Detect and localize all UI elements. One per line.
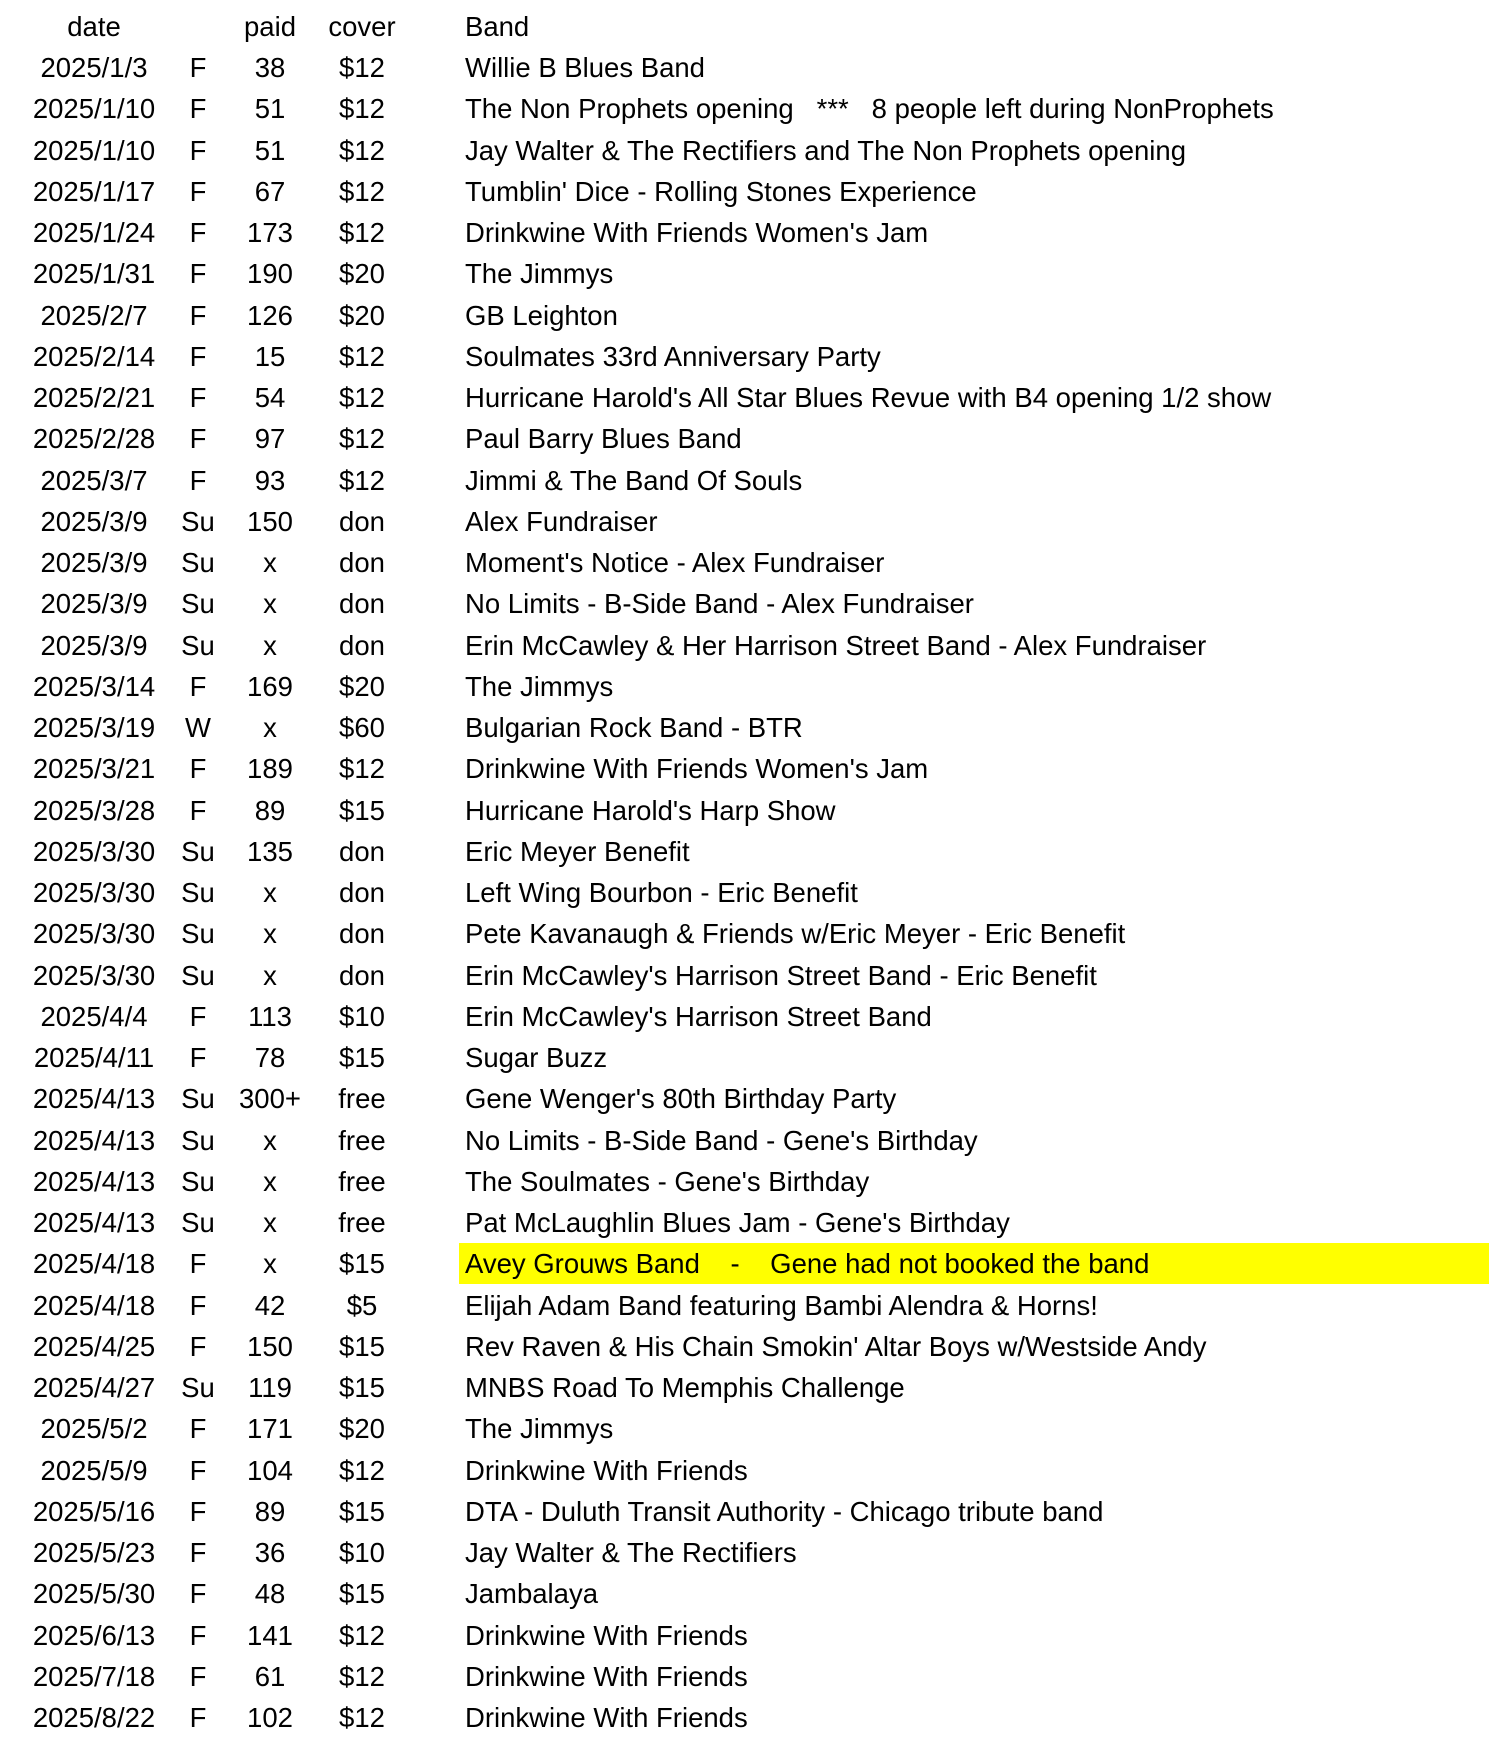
table-row [0, 1161, 1500, 1202]
cell-date[interactable]: 2025/5/23 [32, 1537, 156, 1568]
cell-cover[interactable]: $12 [339, 340, 385, 372]
cell-paid[interactable]: 135 [247, 835, 293, 867]
table-row [0, 501, 1500, 542]
cell-date[interactable]: 2025/4/18 [32, 1289, 156, 1321]
cell-date[interactable]: 2025/4/13 [32, 1165, 156, 1197]
cell-cover[interactable]: $15 [339, 1372, 385, 1403]
cell-cover[interactable]: $15 [339, 794, 385, 826]
cell-cover[interactable]: free [338, 1124, 386, 1156]
cell-day[interactable]: F [189, 1042, 207, 1073]
cell-day[interactable]: F [189, 1330, 207, 1362]
cell-cover[interactable]: don [339, 629, 385, 661]
table-row [0, 1326, 1500, 1367]
table-row [0, 1285, 1500, 1326]
table-row [0, 748, 1500, 789]
cell-date[interactable]: 2025/3/7 [40, 464, 148, 496]
cell-date[interactable]: 2025/4/27 [32, 1372, 156, 1403]
cell-cover[interactable]: $15 [339, 1495, 385, 1527]
cell-date[interactable]: 2025/4/13 [32, 1207, 156, 1238]
cell-date[interactable]: 2025/3/9 [40, 547, 148, 578]
cell-cover[interactable]: $20 [339, 670, 385, 702]
cell-date[interactable]: 2025/1/10 [32, 134, 156, 166]
cell-band[interactable]: Drinkwine With Friends [465, 1454, 748, 1486]
cell-cover[interactable]: $12 [339, 52, 385, 83]
cell-band[interactable]: The Jimmys [465, 258, 614, 290]
cell-cover[interactable]: $12 [339, 423, 385, 455]
cell-cover[interactable]: don [339, 835, 385, 867]
cell-band[interactable]: Hurricane Harold's All Star Blues Revue with B4 opening 1/2 show [465, 382, 1272, 413]
cell-band[interactable]: Gene Wenger's 80th Birthday Party [465, 1083, 897, 1115]
cell-day[interactable]: F [189, 93, 207, 125]
cell-day[interactable]: F [189, 1454, 207, 1486]
table-row [0, 542, 1500, 583]
table-row [0, 790, 1500, 831]
cell-day[interactable]: F [189, 1578, 207, 1610]
cell-day[interactable]: Su [181, 877, 215, 908]
cell-date[interactable]: 2025/4/13 [32, 1083, 156, 1115]
table-row [0, 418, 1500, 459]
cell-band[interactable]: Drinkwine With Friends [465, 1660, 748, 1692]
cell-day[interactable]: F [189, 423, 207, 455]
cell-cover[interactable]: $15 [339, 1578, 385, 1610]
table-row [0, 377, 1500, 418]
table-row [0, 336, 1500, 377]
cell-day[interactable]: F [189, 258, 207, 290]
cell-paid[interactable]: 141 [247, 1619, 293, 1651]
cell-day[interactable]: Su [181, 588, 215, 620]
cell-cover[interactable]: don [339, 588, 385, 620]
cell-paid[interactable]: 51 [254, 93, 286, 125]
table-row [0, 1408, 1500, 1449]
table-row [0, 1573, 1500, 1614]
table-row [0, 1243, 1500, 1284]
cell-band[interactable]: Alex Fundraiser [465, 505, 658, 537]
cell-cover[interactable]: $12 [339, 93, 385, 125]
table-row [0, 996, 1500, 1037]
cell-date[interactable]: 2025/1/31 [32, 258, 156, 290]
cell-day[interactable]: W [185, 712, 211, 743]
cell-cover[interactable]: $20 [339, 299, 385, 331]
table-row [0, 1367, 1500, 1408]
cell-paid[interactable]: x [263, 1248, 277, 1280]
cell-paid[interactable]: 67 [254, 175, 286, 207]
cell-paid[interactable]: x [263, 1165, 277, 1197]
cell-day[interactable]: F [189, 1000, 207, 1032]
cell-cover[interactable]: free [338, 1165, 386, 1197]
cell-day[interactable]: Su [181, 1165, 215, 1197]
cell-date[interactable]: 2025/4/13 [32, 1124, 156, 1156]
table-row [0, 460, 1500, 501]
cell-cover[interactable]: $12 [339, 134, 385, 166]
cell-cover[interactable]: free [338, 1083, 386, 1115]
cell-day[interactable]: F [189, 1537, 207, 1568]
cell-band[interactable]: Erin McCawley's Harrison Street Band - Eric Benefit [465, 959, 1097, 991]
table-row [0, 666, 1500, 707]
cell-cover[interactable]: $12 [339, 1454, 385, 1486]
cell-date[interactable]: 2025/1/10 [32, 93, 156, 125]
cell-cover[interactable]: $12 [339, 753, 385, 785]
cell-band[interactable]: Drinkwine With Friends [465, 1619, 748, 1651]
cell-band[interactable]: Drinkwine With Friends [465, 1702, 748, 1733]
cell-band[interactable]: Moment's Notice - Alex Fundraiser [465, 547, 885, 578]
cell-date[interactable]: 2025/3/14 [32, 670, 156, 702]
cell-paid[interactable]: 48 [254, 1578, 286, 1610]
cell-paid[interactable]: x [263, 629, 277, 661]
cell-day[interactable]: F [189, 1413, 207, 1445]
cell-paid[interactable]: 150 [247, 1330, 293, 1362]
cell-paid[interactable]: 78 [254, 1042, 286, 1073]
cell-band[interactable]: Sugar Buzz [465, 1042, 608, 1073]
cell-cover[interactable]: $15 [339, 1248, 385, 1280]
cell-date[interactable]: 2025/8/22 [32, 1702, 156, 1733]
cell-band[interactable]: The Non Prophets opening *** 8 people left during NonProphets [465, 93, 1274, 125]
cell-date[interactable]: 2025/1/24 [32, 217, 156, 248]
table-row [0, 295, 1500, 336]
cell-paid[interactable]: 169 [247, 670, 293, 702]
cell-band[interactable]: Jimmi & The Band Of Souls [465, 464, 803, 496]
cell-cover[interactable]: $20 [339, 258, 385, 290]
table-row [0, 1120, 1500, 1161]
cell-date[interactable]: 2025/3/19 [32, 712, 156, 743]
cell-paid[interactable]: x [263, 547, 277, 578]
table-row [0, 212, 1500, 253]
cell-day[interactable]: F [189, 382, 207, 413]
cell-day[interactable]: Su [181, 505, 215, 537]
cell-band[interactable]: Jambalaya [465, 1578, 598, 1610]
cell-paid[interactable]: 61 [254, 1660, 286, 1692]
cell-day[interactable]: F [189, 753, 207, 785]
table-row [0, 47, 1500, 88]
cell-day[interactable]: F [189, 340, 207, 372]
cell-paid[interactable]: 38 [254, 52, 286, 83]
header-date[interactable]: date [67, 11, 121, 42]
cell-paid[interactable]: x [263, 959, 277, 991]
cell-day[interactable]: Su [181, 547, 215, 578]
cell-cover[interactable]: $10 [339, 1000, 385, 1032]
cell-date[interactable]: 2025/3/9 [40, 588, 148, 620]
cell-band[interactable]: Willie B Blues Band [465, 52, 705, 83]
cell-band[interactable]: MNBS Road To Memphis Challenge [465, 1372, 905, 1403]
cell-band[interactable]: The Soulmates - Gene's Birthday [465, 1165, 870, 1197]
cell-paid[interactable]: 15 [254, 340, 286, 372]
cell-paid[interactable]: 51 [254, 134, 286, 166]
cell-paid[interactable]: x [263, 712, 277, 743]
cell-paid[interactable]: x [263, 877, 277, 908]
table-row [0, 955, 1500, 996]
cell-cover[interactable]: $60 [339, 712, 385, 743]
cell-cover[interactable]: $12 [339, 382, 385, 413]
cell-band[interactable]: Tumblin' Dice - Rolling Stones Experience [465, 175, 977, 207]
cell-paid[interactable]: 42 [254, 1289, 286, 1321]
table-row [0, 872, 1500, 913]
cell-band[interactable]: DTA - Duluth Transit Authority - Chicago tribute band [465, 1495, 1104, 1527]
cell-paid[interactable]: 190 [247, 258, 293, 290]
cell-band[interactable]: Drinkwine With Friends Women's Jam [465, 217, 929, 248]
table-row [0, 707, 1500, 748]
cell-cover[interactable]: $12 [339, 217, 385, 248]
cell-day[interactable]: F [189, 52, 207, 83]
table-row [0, 130, 1500, 171]
cell-band[interactable]: Left Wing Bourbon - Eric Benefit [465, 877, 858, 908]
cell-date[interactable]: 2025/5/9 [40, 1454, 148, 1486]
cell-cover[interactable]: $12 [339, 175, 385, 207]
cell-band[interactable]: Jay Walter & The Rectifiers [465, 1537, 797, 1568]
cell-date[interactable]: 2025/2/7 [40, 299, 148, 331]
cell-paid[interactable]: 89 [254, 794, 286, 826]
cell-day[interactable]: Su [181, 629, 215, 661]
cell-band[interactable]: Soulmates 33rd Anniversary Party [465, 340, 881, 372]
cell-paid[interactable]: x [263, 1207, 277, 1238]
cell-band[interactable]: Eric Meyer Benefit [465, 835, 690, 867]
header-row [0, 6, 1500, 47]
table-row [0, 1037, 1500, 1078]
cell-date[interactable]: 2025/5/30 [32, 1578, 156, 1610]
cell-date[interactable]: 2025/3/30 [32, 959, 156, 991]
table-row [0, 1202, 1500, 1243]
cell-cover[interactable]: don [339, 959, 385, 991]
cell-day[interactable]: F [189, 134, 207, 166]
cell-paid[interactable]: 104 [247, 1454, 293, 1486]
cell-date[interactable]: 2025/2/21 [32, 382, 156, 413]
cell-paid[interactable]: x [263, 588, 277, 620]
cell-band[interactable]: No Limits - B-Side Band - Alex Fundraiser [465, 588, 974, 620]
cell-band[interactable]: The Jimmys [465, 670, 614, 702]
cell-paid[interactable]: 173 [247, 217, 293, 248]
cell-day[interactable]: Su [181, 835, 215, 867]
cell-band[interactable]: No Limits - B-Side Band - Gene's Birthday [465, 1124, 978, 1156]
cell-paid[interactable]: x [263, 918, 277, 950]
header-cover[interactable]: cover [328, 11, 396, 42]
cell-day[interactable]: Su [181, 1207, 215, 1238]
cell-paid[interactable]: 97 [254, 423, 286, 455]
cell-day[interactable]: Su [181, 1124, 215, 1156]
cell-date[interactable]: 2025/3/9 [40, 629, 148, 661]
cell-cover[interactable]: don [339, 877, 385, 908]
table-row [0, 1078, 1500, 1119]
cell-cover[interactable]: $15 [339, 1330, 385, 1362]
cell-paid[interactable]: 119 [248, 1372, 292, 1403]
table-row [0, 1491, 1500, 1532]
table-row [0, 583, 1500, 624]
cell-band[interactable]: Drinkwine With Friends Women's Jam [465, 753, 929, 785]
cell-band[interactable]: Erin McCawley's Harrison Street Band [465, 1000, 932, 1032]
cell-paid[interactable]: 113 [248, 1000, 292, 1032]
cell-date[interactable]: 2025/3/21 [32, 753, 156, 785]
cell-band[interactable]: Erin McCawley & Her Harrison Street Band - Alex Fundraiser [465, 629, 1207, 661]
cell-day[interactable]: F [189, 1248, 207, 1280]
cell-paid[interactable]: 93 [254, 464, 286, 496]
cell-band[interactable]: Elijah Adam Band featuring Bambi Alendra & Horns! [465, 1289, 1098, 1321]
cell-date[interactable]: 2025/4/11 [33, 1042, 155, 1073]
cell-band[interactable]: Pat McLaughlin Blues Jam - Gene's Birthday [465, 1207, 1010, 1238]
cell-date[interactable]: 2025/3/30 [32, 877, 156, 908]
cell-day[interactable]: Su [181, 918, 215, 950]
cell-day[interactable]: F [189, 299, 207, 331]
cell-cover[interactable]: don [339, 918, 385, 950]
cell-cover[interactable]: $12 [339, 464, 385, 496]
cell-cover[interactable]: $15 [339, 1042, 385, 1073]
cell-day[interactable]: Su [181, 1083, 215, 1115]
cell-cover[interactable]: $12 [339, 1619, 385, 1651]
cell-date[interactable]: 2025/7/18 [32, 1660, 156, 1692]
table-row [0, 1615, 1500, 1656]
cell-date[interactable]: 2025/6/13 [32, 1619, 156, 1651]
cell-day[interactable]: F [189, 670, 207, 702]
cell-band[interactable]: Rev Raven & His Chain Smokin' Altar Boys w/Westside Andy [465, 1330, 1207, 1362]
cell-cover[interactable]: don [339, 505, 385, 537]
cell-date[interactable]: 2025/3/30 [32, 918, 156, 950]
cell-date[interactable]: 2025/3/30 [32, 835, 156, 867]
cell-band-highlighted[interactable]: Avey Grouws Band - Gene had not booked the band [459, 1243, 1489, 1284]
cell-day[interactable]: F [189, 794, 207, 826]
cell-date[interactable]: 2025/2/14 [32, 340, 156, 372]
table-row [0, 1656, 1500, 1697]
cell-band[interactable]: Pete Kavanaugh & Friends w/Eric Meyer - Eric Benefit [465, 918, 1126, 950]
cell-paid[interactable]: 89 [254, 1495, 286, 1527]
cell-band[interactable]: Jay Walter & The Rectifiers and The Non Prophets opening [465, 134, 1186, 166]
cell-paid[interactable]: x [263, 1124, 277, 1156]
cell-day[interactable]: Su [181, 1372, 215, 1403]
cell-cover[interactable]: don [339, 547, 385, 578]
cell-band[interactable]: Paul Barry Blues Band [465, 423, 742, 455]
cell-day[interactable]: F [189, 1495, 207, 1527]
cell-day[interactable]: Su [181, 959, 215, 991]
cell-day[interactable]: F [189, 1289, 207, 1321]
cell-day[interactable]: F [189, 217, 207, 248]
table-row [0, 253, 1500, 294]
cell-paid[interactable]: 171 [247, 1413, 293, 1445]
cell-paid[interactable]: 54 [254, 382, 286, 413]
cell-day[interactable]: F [189, 1702, 207, 1733]
cell-date[interactable]: 2025/3/28 [32, 794, 156, 826]
cell-date[interactable]: 2025/5/2 [40, 1413, 148, 1445]
cell-paid[interactable]: 150 [247, 505, 293, 537]
cell-date[interactable]: 2025/4/25 [32, 1330, 156, 1362]
cell-cover[interactable]: $12 [339, 1702, 385, 1733]
table-row [0, 171, 1500, 212]
cell-day[interactable]: F [189, 1660, 207, 1692]
table-row [0, 88, 1500, 129]
cell-date[interactable]: 2025/2/28 [32, 423, 156, 455]
cell-day[interactable]: F [189, 1619, 207, 1651]
cell-paid[interactable]: 36 [254, 1537, 286, 1568]
cell-paid[interactable]: 189 [247, 753, 293, 785]
cell-band[interactable]: GB Leighton [465, 299, 618, 331]
table-row [0, 1697, 1500, 1738]
table-row [0, 1450, 1500, 1491]
cell-band[interactable]: The Jimmys [465, 1413, 614, 1445]
cell-paid[interactable]: 126 [247, 299, 293, 331]
table-row [0, 1532, 1500, 1573]
cell-band[interactable]: Bulgarian Rock Band - BTR [465, 712, 803, 743]
cell-band[interactable]: Hurricane Harold's Harp Show [465, 794, 836, 826]
cell-cover[interactable]: $20 [339, 1413, 385, 1445]
cell-date[interactable]: 2025/4/18 [32, 1248, 156, 1280]
cell-day[interactable]: F [189, 175, 207, 207]
cell-date[interactable]: 2025/1/3 [40, 52, 148, 83]
cell-date[interactable]: 2025/1/17 [32, 175, 156, 207]
cell-paid[interactable]: 102 [247, 1702, 293, 1733]
table-row [0, 913, 1500, 954]
cell-cover[interactable]: $12 [339, 1660, 385, 1692]
table-row [0, 625, 1500, 666]
cell-date[interactable]: 2025/4/4 [40, 1000, 148, 1032]
header-paid[interactable]: paid [244, 11, 296, 42]
table-row [0, 831, 1500, 872]
header-day[interactable] [168, 6, 228, 47]
cell-cover[interactable]: $5 [346, 1289, 378, 1321]
cell-cover[interactable]: free [338, 1207, 386, 1238]
cell-day[interactable]: F [189, 464, 207, 496]
cell-date[interactable]: 2025/5/16 [32, 1495, 156, 1527]
cell-date[interactable]: 2025/3/9 [40, 505, 148, 537]
header-band[interactable]: Band [465, 11, 530, 42]
cell-paid[interactable]: 300+ [239, 1083, 301, 1115]
cell-cover[interactable]: $10 [339, 1537, 385, 1568]
